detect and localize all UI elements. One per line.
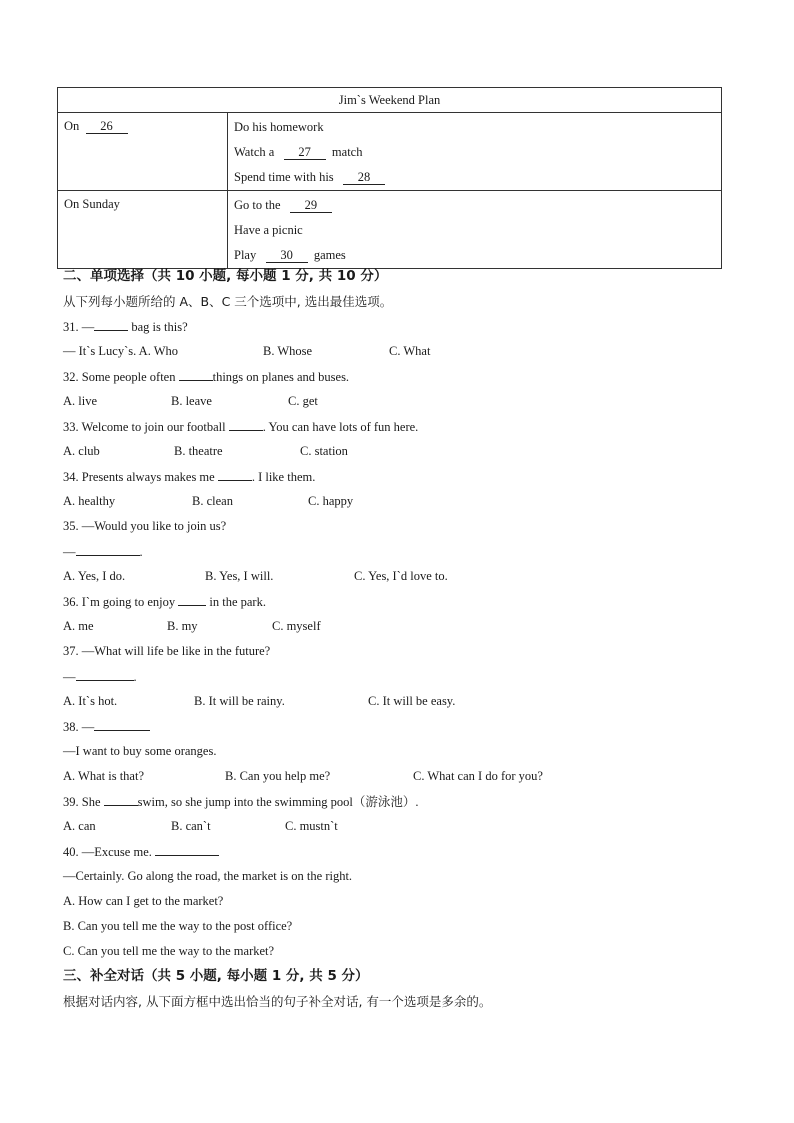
option-b: B. theatre bbox=[174, 444, 223, 458]
blank-29: 29 bbox=[290, 198, 332, 213]
plan-item: Have a picnic bbox=[234, 223, 303, 237]
option-c: C. station bbox=[300, 444, 348, 458]
question-40-reply: —Certainly. Go along the road, the market is on the right. bbox=[63, 869, 353, 883]
option-a: A. It`s hot. bbox=[63, 694, 118, 708]
option-a: A. What is that? bbox=[63, 769, 144, 783]
option-a: A. can bbox=[63, 819, 96, 833]
section-2-instruction: 从下列每小题所给的 A、B、C 三个选项中, 选出最佳选项。 bbox=[63, 294, 393, 309]
blank-27: 27 bbox=[284, 145, 326, 160]
question-36-options bbox=[63, 614, 743, 639]
question-37: 37. —What will life be like in the future? bbox=[63, 644, 271, 658]
option-c: C. get bbox=[288, 394, 318, 408]
question-38: 38. — bbox=[63, 714, 743, 739]
option-c: C. myself bbox=[272, 619, 321, 633]
option-b: B. Can you tell me the way to the post office? bbox=[63, 919, 293, 933]
option-a: A. How can I get to the market? bbox=[63, 894, 224, 908]
question-37-options bbox=[63, 689, 743, 714]
question-35: 35. —Would you like to join us? bbox=[63, 519, 227, 533]
section-3-heading: 三、补全对话（共 5 小题, 每小题 1 分, 共 5 分） bbox=[63, 968, 369, 984]
question-34-options bbox=[63, 489, 743, 514]
option-c: C. Yes, I`d love to. bbox=[354, 569, 448, 583]
question-31-options bbox=[63, 339, 743, 364]
question-33-options bbox=[63, 439, 743, 464]
question-34: 34. Presents always makes me . I like them. bbox=[63, 464, 743, 489]
option-c: C. mustn`t bbox=[285, 819, 338, 833]
plan-item: Play 30 games bbox=[234, 248, 346, 262]
question-35-options bbox=[63, 564, 743, 589]
option-a: A. me bbox=[63, 619, 94, 633]
option-c: C. happy bbox=[308, 494, 354, 508]
option-b: B. leave bbox=[171, 394, 212, 408]
question-39: 39. She swim, so she jump into the swimming pool（游泳池）. bbox=[63, 789, 743, 814]
blank-30: 30 bbox=[266, 248, 308, 263]
option-a: — It`s Lucy`s. A. Who bbox=[63, 344, 179, 358]
plan-item: Watch a 27 match bbox=[234, 145, 363, 159]
option-b: B. my bbox=[167, 619, 198, 633]
table-title: Jim`s Weekend Plan bbox=[58, 88, 722, 113]
option-b: B. Yes, I will. bbox=[205, 569, 274, 583]
option-c: C. Can you tell me the way to the market? bbox=[63, 944, 275, 958]
question-37-reply: — . bbox=[63, 664, 743, 689]
weekend-plan-table bbox=[57, 87, 722, 269]
question-35-reply: — . bbox=[63, 539, 743, 564]
question-32-options bbox=[63, 389, 743, 414]
option-a: A. Yes, I do. bbox=[63, 569, 126, 583]
plan-item: Do his homework bbox=[234, 120, 324, 134]
table-row-plan-2 bbox=[228, 191, 722, 269]
option-b: B. clean bbox=[192, 494, 233, 508]
table-row-day-2: On Sunday bbox=[58, 191, 228, 269]
question-31: 31. — bag is this? bbox=[63, 314, 743, 339]
plan-item: Go to the 29 bbox=[234, 193, 715, 218]
option-b: B. can`t bbox=[171, 819, 211, 833]
option-a: A. club bbox=[63, 444, 100, 458]
option-c: C. What can I do for you? bbox=[413, 769, 543, 783]
option-b: B. Whose bbox=[263, 344, 313, 358]
question-36: 36. I`m going to enjoy in the park. bbox=[63, 589, 743, 614]
exam-content bbox=[63, 264, 743, 1014]
question-38-reply: —I want to buy some oranges. bbox=[63, 744, 217, 758]
question-32: 32. Some people often things on planes and buses. bbox=[63, 364, 743, 389]
section-3-instruction: 根据对话内容, 从下面方框中选出恰当的句子补全对话, 有一个选项是多余的。 bbox=[63, 994, 492, 1009]
table-row-plan-1 bbox=[228, 113, 722, 191]
option-b: B. It will be rainy. bbox=[194, 694, 285, 708]
option-a: A. live bbox=[63, 394, 98, 408]
plan-item: Spend time with his 28 bbox=[234, 165, 715, 190]
table-row-day-1: On 26 bbox=[58, 113, 228, 191]
question-39-options bbox=[63, 814, 743, 839]
blank-26: 26 bbox=[86, 119, 128, 134]
section-2-heading: 二、单项选择（共 10 小题, 每小题 1 分, 共 10 分） bbox=[63, 268, 388, 284]
blank-28: 28 bbox=[343, 170, 385, 185]
question-38-options bbox=[63, 764, 743, 789]
option-b: B. Can you help me? bbox=[225, 769, 331, 783]
option-a: A. healthy bbox=[63, 494, 116, 508]
option-c: C. It will be easy. bbox=[368, 694, 456, 708]
question-40: 40. —Excuse me. bbox=[63, 839, 743, 864]
option-c: C. What bbox=[389, 344, 431, 358]
question-33: 33. Welcome to join our football . You can have lots of fun here. bbox=[63, 414, 743, 439]
